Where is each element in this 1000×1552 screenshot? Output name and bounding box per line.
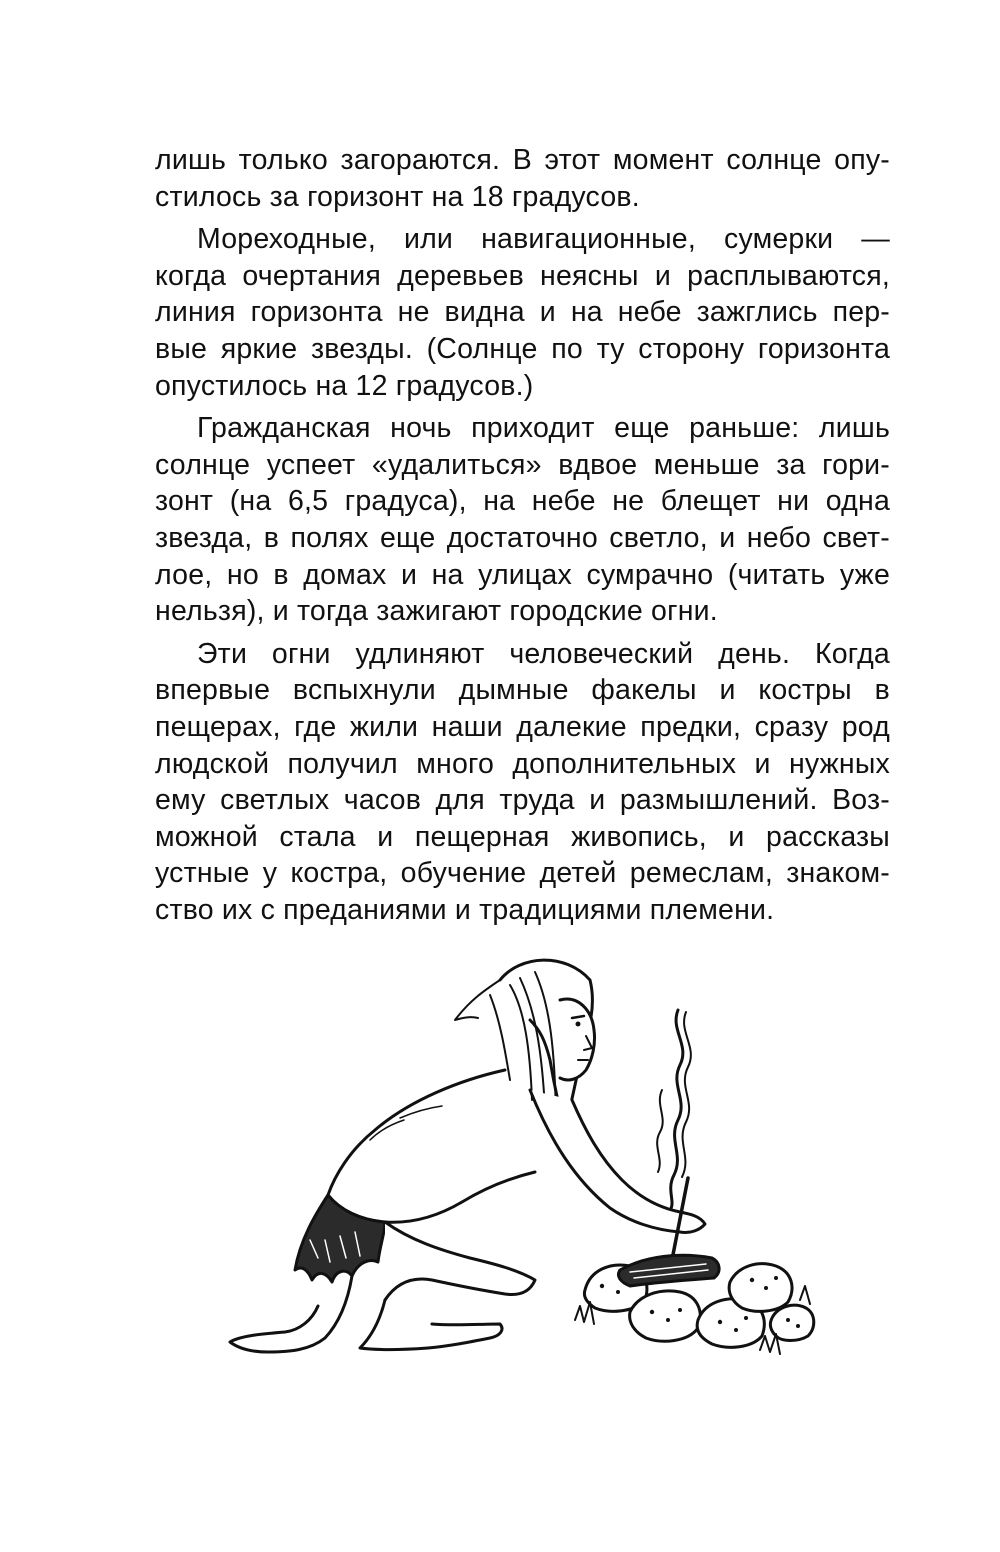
text-line: ство их с преданиями и традициями племени.: [155, 893, 775, 926]
rock: [729, 1264, 792, 1312]
caveman-fire-illustration: [200, 940, 840, 1380]
text-line: опустилось на 12 градусов.): [155, 369, 534, 402]
text-line: лишь только загораются. В этот момент солнце опу-: [155, 144, 890, 176]
text-line: солнце успеет «удалиться» вдвое меньше за гори-: [155, 448, 890, 481]
text-line: стилось за горизонт на 18 градусов.: [155, 180, 640, 213]
text-line: ему светлых часов для труда и размышлений. Воз-: [155, 784, 890, 817]
text-line: пещерах, где жили наши далекие предки, сразу род: [155, 710, 890, 743]
smoke-icon: [670, 1010, 683, 1210]
text-line: линия горизонта не видна и на небе зажглись пер-: [155, 296, 890, 329]
text-line: вые яркие звезды. (Солнце по ту сторону горизонта: [155, 332, 890, 365]
text-line: когда очертания деревьев неясны и расплываются,: [155, 259, 890, 292]
leg: [385, 1222, 535, 1300]
text-line: Мореходные, или навигационные, сумерки —: [197, 223, 890, 256]
text-line: Гражданская ночь приходит еще раньше: лишь: [197, 412, 890, 445]
text-line: зонт (на 6,5 градуса), на небе не блещет ни одна: [155, 485, 890, 518]
text-line: лое, но в домах и на улицах сумрачно (читать уже: [155, 558, 890, 591]
text-line: Эти огни удлиняют человеческий день. Когда: [197, 637, 890, 670]
text-line: устные у костра, обучение детей ремеслам, знаком-: [155, 857, 890, 890]
text-line: впервые вспыхнули дымные факелы и костры в: [155, 674, 890, 707]
text-line: звезда, в полях еще достаточно светло, и небо свет-: [155, 521, 890, 554]
torso: [328, 1070, 535, 1222]
face: [560, 999, 595, 1080]
text-line: можной стала и пещерная живопись, и рассказы: [155, 820, 890, 853]
body-text: [155, 142, 890, 928]
rock: [630, 1291, 701, 1341]
text-line: нельзя), и тогда зажигают городские огни.: [155, 595, 718, 628]
text-line: людской получил много дополнительных и нужных: [155, 747, 890, 780]
